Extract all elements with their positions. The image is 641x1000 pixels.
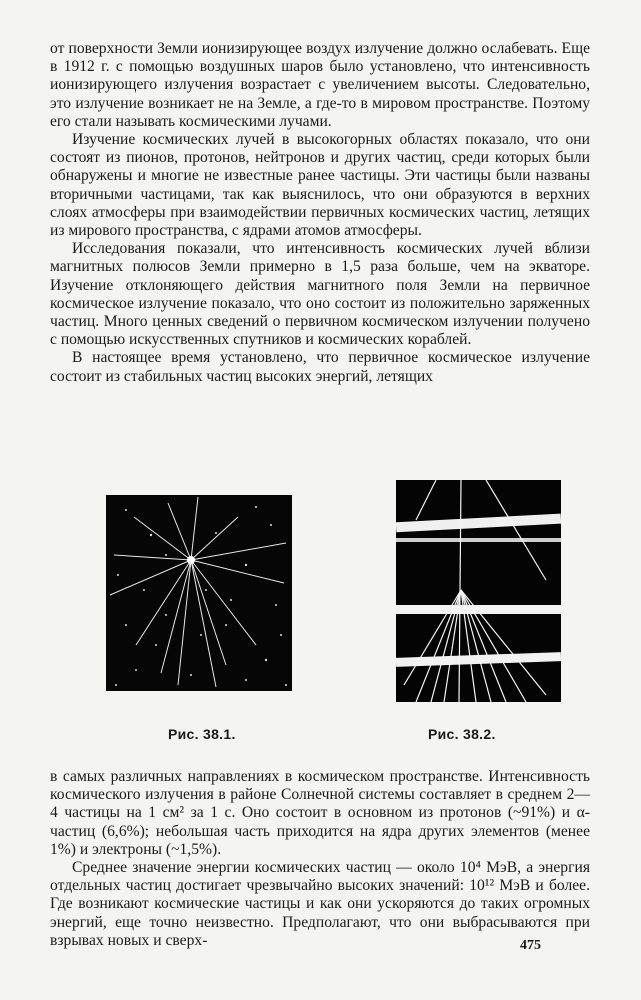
text-block-bottom [50, 768, 590, 950]
paragraph-2: Изучение космических лучей в высокогорных областях показало, что они состоят из пионов, протонов, нейтронов и других частиц, среди которых были обнаружены и многие не известные ранее частицы. Эти частицы были названы вторичными частицами, так как выяснилось, что они образуются в верхних слоях атмосферы при взаимодействии первичных космических частиц, летящих из мирового пространства, с ядрами атомов атмосферы. [50, 131, 590, 240]
page-number: 475 [520, 938, 541, 953]
cloud-chamber-image [396, 480, 561, 702]
star-burst-image [106, 495, 292, 691]
paragraph-6: Среднее значение энергии космических частиц — около 10⁴ МэВ, а энергия отдельных частиц достигает чрезвычайно высоких значений: 10¹² МэВ и более. Где возникают космические частицы и как они ускоряются до таких огромных энергий, еще точно неизвестно. Предполагают, что они выбрасываются при взрывах новых и сверх- [50, 859, 590, 949]
figure-38-2-caption: Рис. 38.2. [428, 726, 496, 742]
figure-38-1-star-photo [106, 495, 292, 691]
paragraph-1: от поверхности Земли ионизирующее воздух излучение должно ослабевать. Еще в 1912 г. с помощью воздушных шаров было установлено, что интенсивность ионизирующего излучения возрастает с увеличением высоты. Следовательно, это излучение возникает не на Земле, а где-то в мировом пространстве. Поэтому его стали называть космическими лучами. [50, 40, 590, 130]
figure-38-2-chamber-photo [396, 480, 561, 702]
figure-38-1-caption: Рис. 38.1. [168, 726, 236, 742]
paragraph-3: Исследования показали, что интенсивность космических лучей вблизи магнитных полюсов Земли примерно в 1,5 раза больше, чем на экваторе. Изучение отклоняющего действия магнитного поля Земли на первичное космическое излучение показало, что оно состоит из положительно заряженных частиц. Много ценных сведений о первичном космическом излучении получено с помощью искусственных спутников и космических кораблей. [50, 240, 590, 349]
paragraph-5: в самых различных направлениях в космическом пространстве. Интенсивность космического излучения в районе Солнечной системы составляет в среднем 2—4 частицы на 1 см² за 1 с. Оно состоит в основном из протонов (~91%) и α-частиц (6,6%); небольшая часть приходится на ядра других элементов (менее 1%) и электроны (~1,5%). [50, 768, 590, 858]
paragraph-4: В настоящее время установлено, что первичное космическое излучение состоит из стабильных частиц высоких энергий, летящих [50, 349, 590, 385]
text-block-top [50, 40, 590, 386]
figures-row [50, 480, 590, 750]
